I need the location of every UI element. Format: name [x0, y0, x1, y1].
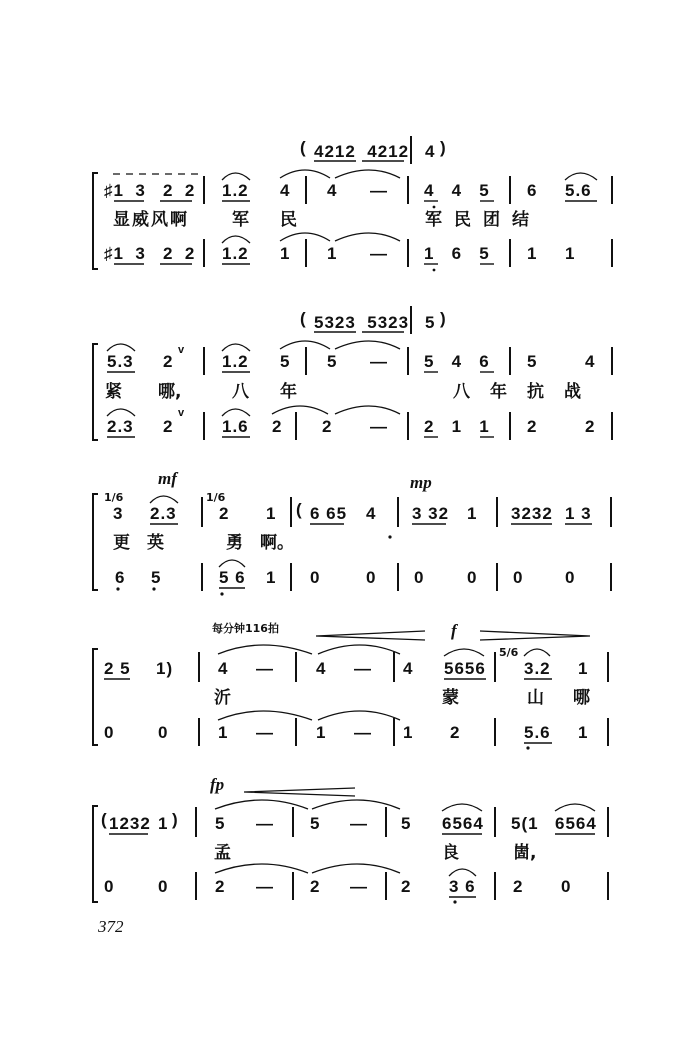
note: 1	[266, 568, 277, 587]
note: 1	[403, 723, 414, 742]
note-group: 6564	[555, 814, 597, 833]
dash: —	[256, 659, 274, 678]
note: 0	[104, 723, 115, 742]
tempo-marking: 每分钟116拍	[212, 622, 279, 635]
slur	[218, 711, 312, 720]
barline	[203, 239, 205, 267]
note: 0	[561, 877, 572, 896]
slur	[219, 560, 245, 567]
barline	[290, 497, 292, 527]
barline	[201, 563, 203, 591]
note-group: 1.2	[222, 181, 249, 200]
slur	[565, 173, 597, 180]
barline	[410, 136, 412, 164]
lyric: 军	[232, 210, 249, 230]
crescendo-hairpin	[244, 788, 355, 796]
barline	[607, 652, 609, 682]
note: 4	[316, 659, 327, 678]
lyric: 啊。	[260, 533, 294, 553]
barline	[393, 652, 395, 682]
barline	[607, 718, 609, 746]
note: 2	[163, 352, 174, 371]
dash: —	[256, 877, 274, 896]
barline	[410, 306, 412, 334]
breath-mark: v	[178, 344, 186, 356]
crescendo-hairpin	[316, 631, 425, 640]
barline	[201, 497, 203, 527]
barline	[611, 176, 613, 204]
slur	[222, 344, 250, 351]
dynamic-marking: f	[451, 621, 457, 640]
duration-underlines	[104, 161, 597, 897]
barline	[305, 176, 307, 204]
barline	[494, 652, 496, 682]
lyric: 勇	[226, 533, 243, 553]
note: 2	[215, 877, 226, 896]
barline	[393, 718, 395, 746]
dash: —	[370, 181, 388, 200]
barline	[195, 807, 197, 837]
note: 1	[578, 659, 589, 678]
barline	[509, 239, 511, 267]
decrescendo-hairpin	[480, 631, 590, 640]
lyric: 八	[232, 382, 249, 402]
system-brace	[92, 648, 98, 746]
barline	[509, 176, 511, 204]
note: 2	[527, 417, 538, 436]
note-group: 5 6	[219, 568, 246, 587]
note: 5	[215, 814, 226, 833]
note-group: 3 6	[449, 877, 476, 896]
barline	[407, 347, 409, 375]
note: 2	[272, 417, 283, 436]
note-group: 2.3	[150, 504, 177, 523]
system-brace	[92, 805, 98, 903]
system-brace	[92, 172, 98, 270]
lyric: 更	[113, 533, 130, 553]
note: 4	[366, 504, 377, 523]
note: 0	[513, 568, 524, 587]
note: 0	[158, 723, 169, 742]
dash: —	[350, 877, 368, 896]
barline	[385, 807, 387, 837]
note-group: 6 65	[310, 504, 348, 523]
barline	[496, 497, 498, 527]
barline	[509, 347, 511, 375]
dash: —	[370, 417, 388, 436]
slur	[335, 233, 400, 241]
interlude-notes: 4	[425, 142, 436, 161]
barline	[290, 563, 292, 591]
note: 1	[316, 723, 327, 742]
note-group: 3 32	[412, 504, 450, 523]
note: 4	[218, 659, 229, 678]
note-group: 2 1 1	[424, 417, 490, 436]
barline	[607, 872, 609, 900]
slur	[335, 341, 400, 349]
note: 4	[585, 352, 596, 371]
lyric: 崮,	[513, 843, 537, 863]
note: 2	[585, 417, 596, 436]
breath-mark: v	[178, 407, 186, 419]
note: 1	[266, 504, 277, 523]
barline	[607, 807, 609, 837]
note: 1)	[156, 659, 174, 678]
system-brace	[92, 343, 98, 441]
dash: —	[354, 723, 372, 742]
note: 0	[414, 568, 425, 587]
note-group: 3.2	[524, 659, 551, 678]
slur	[318, 711, 400, 720]
note: 1	[578, 723, 589, 742]
slur	[335, 406, 400, 414]
note-group: 1 3	[565, 504, 592, 523]
dynamic-marking: mf	[158, 469, 177, 488]
barline	[494, 807, 496, 837]
barline	[610, 563, 612, 591]
lyric: 哪,	[158, 382, 182, 402]
page-number: 372	[98, 917, 124, 936]
barline	[305, 347, 307, 375]
note: 2	[513, 877, 524, 896]
note-group: 5656	[444, 659, 486, 678]
barline	[295, 718, 297, 746]
note: 1	[327, 244, 338, 263]
barline	[397, 563, 399, 591]
grace-note: 5/6	[499, 646, 519, 659]
note-group: 6564	[442, 814, 484, 833]
note-group: 5.6	[565, 181, 592, 200]
lyric: 山	[527, 688, 544, 708]
barline	[305, 239, 307, 267]
slur	[222, 409, 250, 416]
dash: —	[354, 659, 372, 678]
note: 2	[310, 877, 321, 896]
note: 2	[450, 723, 461, 742]
barline	[611, 347, 613, 375]
barline	[195, 872, 197, 900]
note: 4	[280, 181, 291, 200]
note: 5	[280, 352, 291, 371]
interlude-open-paren: (	[300, 309, 307, 328]
slur	[107, 409, 135, 416]
note: 5	[327, 352, 338, 371]
lyric: 孟	[214, 843, 231, 863]
slur	[150, 496, 178, 503]
note: 1	[280, 244, 291, 263]
note-group: 5(1	[511, 814, 539, 833]
note: 4	[327, 181, 338, 200]
slur	[215, 800, 308, 809]
grace-note: 1/6	[104, 491, 124, 504]
note-group: 1.2	[222, 244, 249, 263]
dash: —	[256, 814, 274, 833]
note-group: 5.6	[524, 723, 551, 742]
note: 5	[310, 814, 321, 833]
slur	[318, 645, 400, 654]
dynamic-marking: fp	[210, 775, 225, 794]
note: 2	[401, 877, 412, 896]
barline	[295, 412, 297, 440]
lyric: 军民团结	[425, 210, 541, 230]
close-paren: )	[172, 810, 179, 829]
barline	[494, 718, 496, 746]
note-group: 4 4 5	[424, 181, 490, 200]
slur	[442, 804, 482, 811]
dynamic-marking: mp	[410, 473, 432, 492]
barline	[611, 412, 613, 440]
barline	[292, 872, 294, 900]
note: 5	[527, 352, 538, 371]
lyric: 英	[147, 533, 164, 553]
barline	[203, 347, 205, 375]
note: 1	[218, 723, 229, 742]
note: 6	[115, 568, 126, 587]
open-paren: (	[296, 500, 303, 519]
lyric: 哪	[573, 688, 590, 708]
lyric: 良	[442, 843, 459, 863]
note-group: 1232	[109, 814, 151, 833]
note-group: 2.3	[107, 417, 134, 436]
open-paren: (	[101, 810, 108, 829]
note: 5	[151, 568, 162, 587]
note-group: 3232	[511, 504, 553, 523]
barline	[198, 652, 200, 682]
barline	[610, 497, 612, 527]
dash: —	[370, 244, 388, 263]
lyric: 紧	[105, 382, 122, 402]
slur	[335, 170, 400, 178]
note: 0	[104, 877, 115, 896]
barline	[496, 563, 498, 591]
octave-dots	[116, 206, 529, 904]
note: 1	[565, 244, 576, 263]
note-group: ♯1 3 2 2	[104, 244, 196, 263]
note: 6	[527, 181, 538, 200]
note-group: 1.2	[222, 352, 249, 371]
note: 1	[158, 814, 169, 833]
note-group: 2 5	[104, 659, 131, 678]
note-group: 5.3	[107, 352, 134, 371]
lyric: 年	[280, 382, 297, 402]
barline	[295, 652, 297, 682]
barline	[292, 807, 294, 837]
note-group: 1 6 5	[424, 244, 490, 263]
note: 1	[527, 244, 538, 263]
note: 0	[310, 568, 321, 587]
interlude-notes: 5323 5323	[314, 313, 410, 332]
note: 3	[113, 504, 124, 523]
barline	[397, 497, 399, 527]
slur	[524, 649, 550, 656]
lyric: 蒙	[442, 688, 459, 708]
note: 4	[403, 659, 414, 678]
slur	[107, 344, 135, 351]
note: 0	[366, 568, 377, 587]
slur	[555, 804, 595, 811]
slur	[215, 864, 308, 873]
barline	[203, 412, 205, 440]
interlude-close-paren: )	[440, 138, 447, 157]
lyric: 民	[280, 210, 297, 230]
dash: —	[256, 723, 274, 742]
barline	[385, 872, 387, 900]
lyric: 沂	[214, 688, 231, 708]
note: 1	[467, 504, 478, 523]
barline	[611, 239, 613, 267]
dash: —	[370, 352, 388, 371]
barline	[203, 176, 205, 204]
note-group: ♯1 3 2 2	[104, 181, 196, 200]
slur	[449, 869, 476, 876]
slur	[272, 406, 328, 414]
note: 0	[158, 877, 169, 896]
note: 2	[163, 417, 174, 436]
interlude-close-paren: )	[440, 309, 447, 328]
barline	[407, 239, 409, 267]
note: 0	[565, 568, 576, 587]
slur	[218, 645, 312, 654]
slur	[444, 649, 484, 656]
grace-note: 1/6	[206, 491, 226, 504]
dash: —	[350, 814, 368, 833]
interlude-notes: 4212 4212	[314, 142, 410, 161]
slur	[222, 236, 250, 243]
note: 2	[322, 417, 333, 436]
note: 5	[401, 814, 412, 833]
barline	[198, 718, 200, 746]
lyric: 八年抗战	[453, 382, 601, 402]
lyric: 显威风啊	[113, 210, 189, 230]
barline	[509, 412, 511, 440]
interlude-notes: 5	[425, 313, 436, 332]
slur	[222, 173, 250, 180]
barline	[494, 872, 496, 900]
barline	[407, 176, 409, 204]
interlude-open-paren: (	[300, 138, 307, 157]
system-brace	[92, 493, 98, 591]
note: 0	[467, 568, 478, 587]
note: 2	[219, 504, 230, 523]
barline	[407, 412, 409, 440]
note-group: 1.6	[222, 417, 249, 436]
note-group: 5 4 6	[424, 352, 490, 371]
